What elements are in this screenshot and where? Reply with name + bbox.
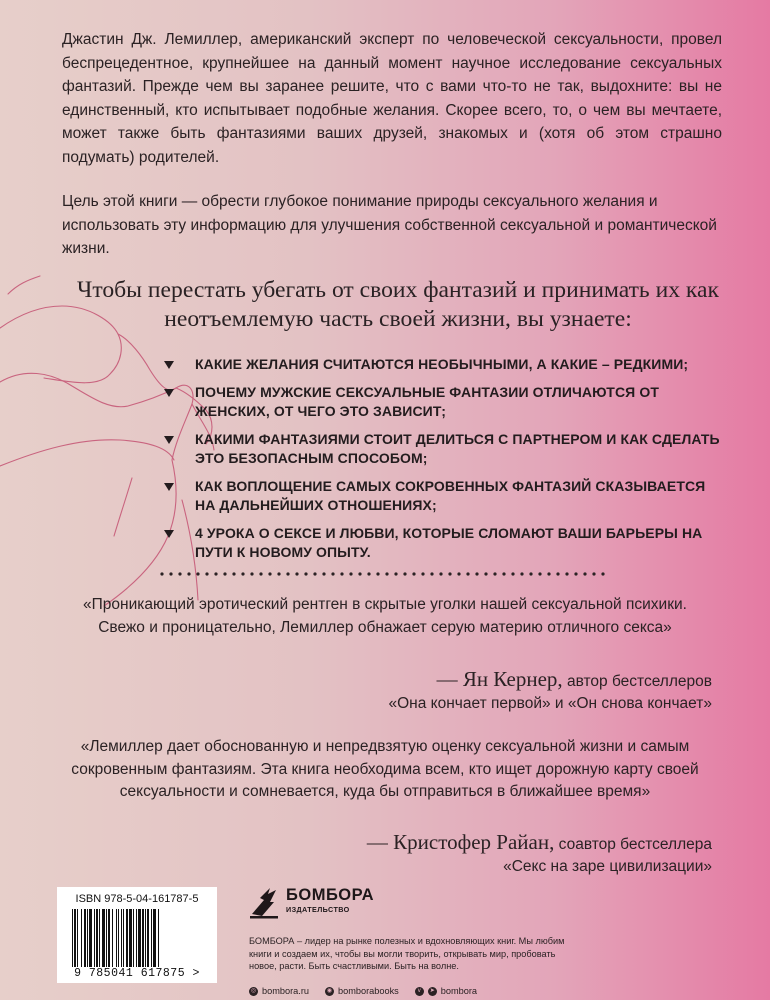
barcode [72, 909, 204, 967]
publisher-name: БОМБОРА [286, 886, 375, 904]
publisher-socials [249, 986, 477, 996]
intro-paragraph: Джастин Дж. Лемиллер, американский эксперт по человеческой сексуальности, провел беспрецедентное, крупнейшее на данный момент научное исследование сексуальных фантазий. Прежде чем вы заранее решите, что с вами что-то не так, выдохните: вы не единственный, кто испытывает подобные желания. Скорее всего, то, о чем вы мечтаете, может также быть фантазиями ваших друзей, знакомых и (хотя об этом страшно подумать) родителей. [62, 31, 722, 166]
key-points-list [162, 355, 722, 571]
social-website: ◎ bombora.ru [250, 986, 309, 996]
isbn-barcode-box [57, 887, 217, 983]
review-author-2: — Кристофер Райан, [366, 830, 555, 854]
vk-icon: v [415, 987, 424, 996]
goal-paragraph: Цель этой книги — обрести глубокое понимание природы сексуального желания и использовать эту информацию для улучшения собственной сексуальной и романтической жизни. [62, 193, 717, 258]
review-author-books-1: «Она кончает первой» и «Он снова кончает» [388, 695, 712, 712]
list-item-text: 4 УРОКА О СЕКСЕ И ЛЮБВИ, КОТОРЫЕ СЛОМАЮТ ВАШИ БАРЬЕРЫ НА ПУТИ К НОВОМУ ОПЫТУ. [195, 525, 703, 560]
list-item-text: КАКИЕ ЖЕЛАНИЯ СЧИТАЮТСЯ НЕОБЫЧНЫМИ, А КАКИЕ – РЕДКИМИ; [195, 356, 689, 372]
triangle-bullet-icon [164, 436, 174, 444]
list-item [162, 430, 722, 468]
triangle-bullet-icon [164, 389, 174, 397]
instagram-icon: ◉ [326, 987, 333, 994]
publisher-logo [248, 880, 388, 924]
publisher-subtitle: ИЗДАТЕЛЬСТВО [286, 905, 350, 914]
publisher-description: БОМБОРА – лидер на рынке полезных и вдохновляющих книг. Мы любим книги и создаем их, чтобы вы могли творить, открывать мир, пробовать новое, расти. Быть счастливыми. Быть на волне. [249, 936, 565, 971]
list-item-text: КАК ВОПЛОЩЕНИЕ САМЫХ СОКРОВЕННЫХ ФАНТАЗИЙ СКАЗЫВАЕТСЯ НА ДАЛЬНЕЙШИХ ОТНОШЕНИЯХ; [195, 478, 706, 513]
list-item [162, 524, 722, 562]
isbn-label: ISBN 978-5-04-161787-5 [75, 893, 199, 905]
review-quote-1: «Проникающий эротический рентген в скрытые уголки нашей сексуальной психики. Свежо и проницательно, Лемиллер обнажает серую материю отличного секса» [83, 596, 687, 636]
review-author-books-2: «Секс на заре цивилизации» [503, 858, 712, 875]
review-quote-2: «Лемиллер дает обоснованную и непредвзятую оценку сексуальной жизни и самым сокровенным фантазиям. Эта книга необходима всем, кто ищет дорожную карту своей сексуальности и сомневается, куда бы отправиться в ближайшее время» [71, 738, 699, 800]
list-item-text: ПОЧЕМУ МУЖСКИЕ СЕКСУАЛЬНЫЕ ФАНТАЗИИ ОТЛИЧАЮТСЯ ОТ ЖЕНСКИХ, ОТ ЧЕГО ЭТО ЗАВИСИТ; [195, 384, 659, 419]
review-author-role-1: автор бестселлеров [566, 673, 712, 690]
review-attribution-2 [112, 831, 712, 878]
isbn-digits: 9 785041 617875 > [74, 967, 200, 980]
globe-icon: ◎ [250, 987, 257, 994]
dotted-divider [160, 570, 610, 578]
list-item [162, 355, 722, 374]
social-messengers: v ➤ bombora [415, 986, 477, 996]
publisher-emblem-icon [248, 880, 282, 920]
list-item [162, 383, 722, 421]
telegram-icon: ➤ [429, 987, 435, 994]
review-author-1: — Ян Кернер, [436, 667, 563, 691]
triangle-bullet-icon [164, 361, 174, 369]
review-attribution-1 [112, 668, 712, 715]
lead-heading: Чтобы перестать убегать от своих фантазий и принимать их как неотъемлемую часть своей жизни, вы узнаете: [77, 277, 719, 332]
social-bookstagram: ◉ bomborabooks [326, 986, 399, 996]
triangle-bullet-icon [164, 483, 174, 491]
list-item [162, 477, 722, 515]
list-item-text: КАКИМИ ФАНТАЗИЯМИ СТОИТ ДЕЛИТЬСЯ С ПАРТНЕРОМ И КАК СДЕЛАТЬ ЭТО БЕЗОПАСНЫМ СПОСОБОМ; [195, 431, 720, 466]
triangle-bullet-icon [164, 530, 174, 538]
review-author-role-2: соавтор бестселлера [558, 836, 712, 853]
